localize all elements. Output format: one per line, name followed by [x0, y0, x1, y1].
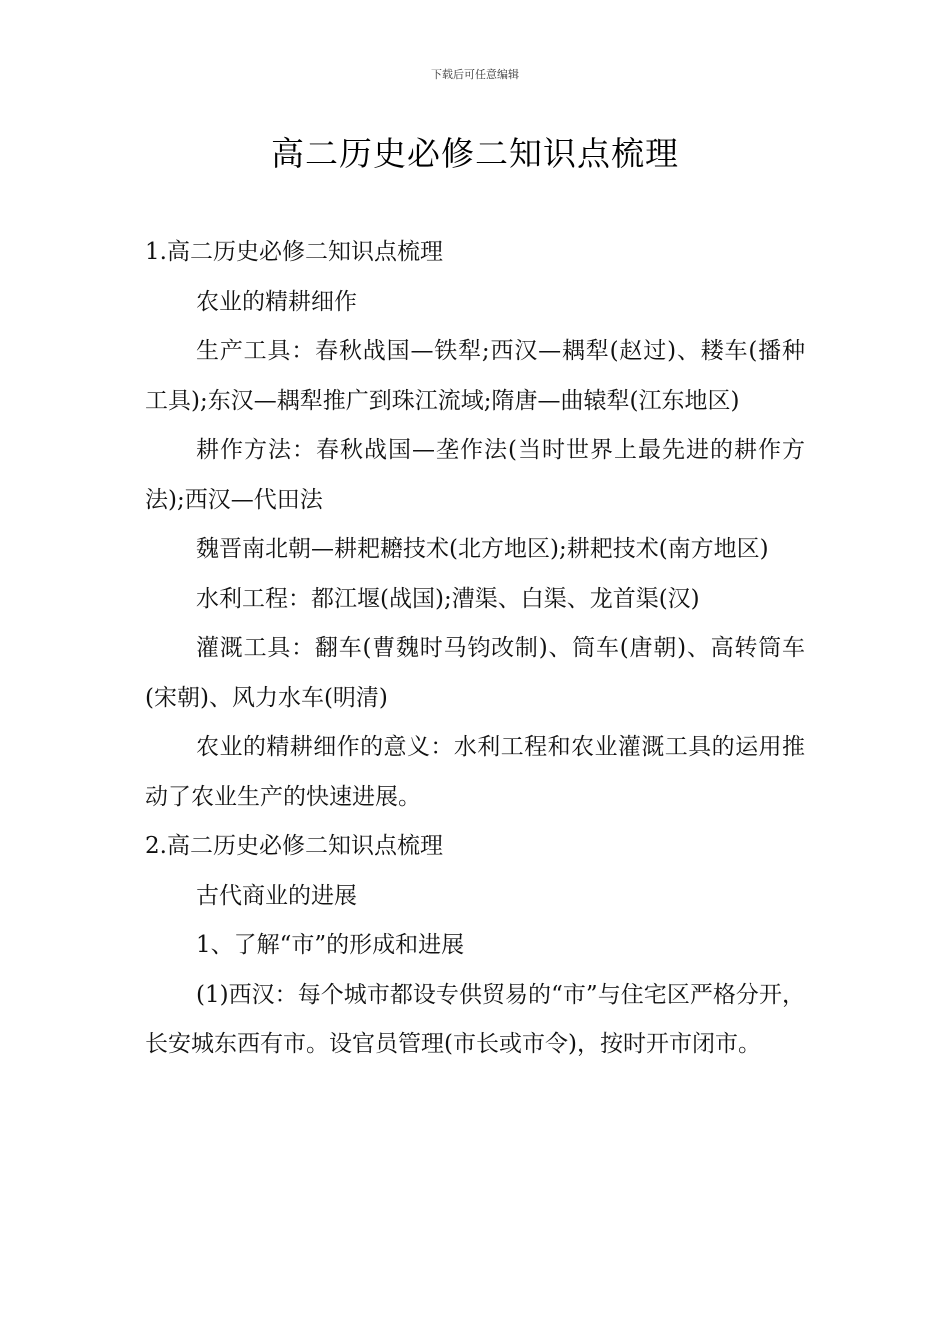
paragraph: 耕作方法：春秋战国—垄作法(当时世界上最先进的耕作方法);西汉—代田法: [145, 437, 805, 513]
paragraph: 灌溉工具：翻车(曹魏时马钧改制)、筒车(唐朝)、高转筒车(宋朝)、风力水车(明清): [145, 635, 805, 711]
paragraph: 魏晋南北朝—耕耙耱技术(北方地区);耕耙技术(南方地区): [196, 536, 769, 562]
paragraph: 农业的精耕细作: [196, 288, 357, 315]
paragraph: 生产工具：春秋战国—铁犁;西汉—耦犁(赵过)、耧车(播种工具);东汉—耦犁推广到珠江流域;隋唐—曲辕犁(江东地区): [145, 338, 805, 414]
paragraph: 水利工程：都江堰(战国);漕渠、白渠、龙首渠(汉): [196, 585, 700, 612]
section-heading-2: 2.高二历史必修二知识点梳理: [145, 833, 443, 859]
paragraph: 1、了解“市”的形成和进展: [196, 932, 465, 958]
paragraph: (1)西汉：每个城市都设专供贸易的“市”与住宅区严格分开，长安城东西有市。设官员管理(市长或市令)，按时开市闭市。: [145, 981, 805, 1057]
document-title: 高二历史必修二知识点梳理: [271, 134, 679, 173]
header-note: 下载后可任意编辑: [431, 68, 519, 81]
document-body: [145, 228, 805, 1070]
section-heading-1: 1.高二历史必修二知识点梳理: [145, 239, 443, 265]
paragraph: 农业的精耕细作的意义：水利工程和农业灌溉工具的运用推动了农业生产的快速进展。: [145, 734, 805, 810]
paragraph: 古代商业的进展: [196, 882, 357, 909]
